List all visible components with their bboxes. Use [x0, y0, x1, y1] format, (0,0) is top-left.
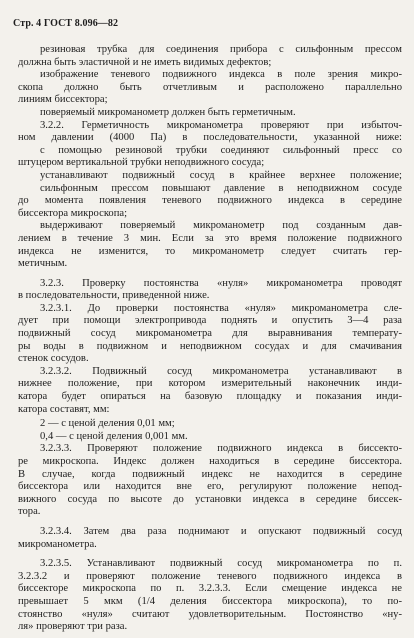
page-header: Стр. 4 ГОСТ 8.096—82 [13, 18, 119, 29]
text-line: биссектора микроскопа; [18, 207, 128, 219]
text-line: биссектора или находится вне его, регулируют положение непод- [18, 481, 402, 493]
text-line: превышает 5 мкм (1/4 деления биссектора микроскопа), то по- [18, 595, 402, 607]
text-line: поверяемый микроманометр должен быть герметичным. [40, 106, 296, 118]
text-line: стоянство «нуля» считают удовлетворительным. Постоянство «ну- [18, 608, 402, 620]
text-line: 3.2.3.1. До проверки постоянства «нуля» микроманометра сле- [40, 302, 402, 314]
text-line: индекса не изменится, то микроманометр следует считать гер- [18, 245, 402, 257]
text-line: В случае, когда подвижный индекс не находится в середине [18, 468, 402, 480]
text-line: биссекторе микроскопа по п. 3.2.3.3. Если смещение индекса не [18, 583, 402, 595]
body-text [18, 44, 402, 634]
text-line: нижнее положение, при котором измерительный наконечник инди- [18, 378, 402, 390]
text-line: изображение теневого подвижного индекса в поле зрения микро- [40, 69, 402, 81]
text-line: с помощью резиновой трубки соединяют сильфонный пресс со [40, 144, 402, 156]
text-line: 3.2.3.5. Устанавливают подвижный сосуд микроманометра по п. [40, 558, 402, 570]
text-line: устанавливают подвижный сосуд в крайнее верхнее положение; [40, 169, 402, 181]
text-line: ры воды в подвижном и неподвижном сосудах и для смачивания [18, 340, 402, 352]
text-line: в последовательности, приведенной ниже. [18, 290, 210, 302]
text-line: сильфонным прессом повышают давление в неподвижном сосуде [40, 182, 402, 194]
text-line: стенок сосудов. [18, 353, 89, 365]
text-line: линиям биссектора; [18, 94, 108, 106]
text-line: резиновая трубка для соединения прибора с сильфонным прессом [40, 44, 402, 55]
text-line: 3.2.3. Проверку постоянства «нуля» микроманометра проводят [40, 277, 402, 289]
text-line: дует при помощи электропривода поднять и опустить 3—4 раза [18, 315, 402, 327]
text-line: 2 — с ценой деления 0,01 мм; [40, 418, 175, 430]
text-line: микроманометра. [18, 538, 97, 550]
text-line: 3.2.3.4. Затем два раза поднимают и опускают подвижный сосуд [40, 525, 402, 537]
text-line: до момента появления теневого подвижного индекса в середине [18, 195, 402, 207]
text-line: подвижный сосуд микроманометра для выравнивания температу- [18, 328, 402, 340]
text-line: лением в течение 3 мин. Если за это время положение подвижного [18, 232, 402, 244]
text-line: ля» проверяют три раза. [18, 621, 128, 633]
text-line: вижного сосуда по высоте до установки индекса в середине биссек- [18, 493, 402, 505]
text-line: скопа должно быть отчетливым и расположено параллельно [18, 81, 402, 93]
text-line: должна быть эластичной и не иметь видимых дефектов; [18, 56, 272, 68]
text-line: 3.2.3.3. Проверяют положение подвижного индекса в биссекто- [40, 443, 402, 455]
text-line: 3.2.2. Герметичность микроманометра проверяют при избыточ- [40, 119, 402, 131]
text-line: 3.2.3.2. Подвижный сосуд микроманометра устанавливают в [40, 365, 402, 377]
text-line: метичным. [18, 258, 68, 270]
text-line: ре микроскопа. Индекс должен находиться в середине биссектора. [18, 456, 402, 467]
text-line: 3.2.3.2 и проверяют положение теневого подвижного индекса в [18, 570, 402, 582]
text-line: катора будет опираться на базовую площадку и показания инди- [18, 391, 402, 403]
text-line: 0,4 — с ценой деления 0,001 мм. [40, 430, 188, 442]
text-line: штуцером вертикальной трубки неподвижного сосуда; [18, 157, 265, 169]
text-line: выдерживают поверяемый микроманометр под созданным дав- [40, 220, 402, 232]
text-line: тора. [18, 506, 41, 518]
text-line: ном давлении (4000 Па) в последовательности, указанной ниже: [18, 132, 402, 144]
text-line: катора составят, мм: [18, 403, 110, 415]
